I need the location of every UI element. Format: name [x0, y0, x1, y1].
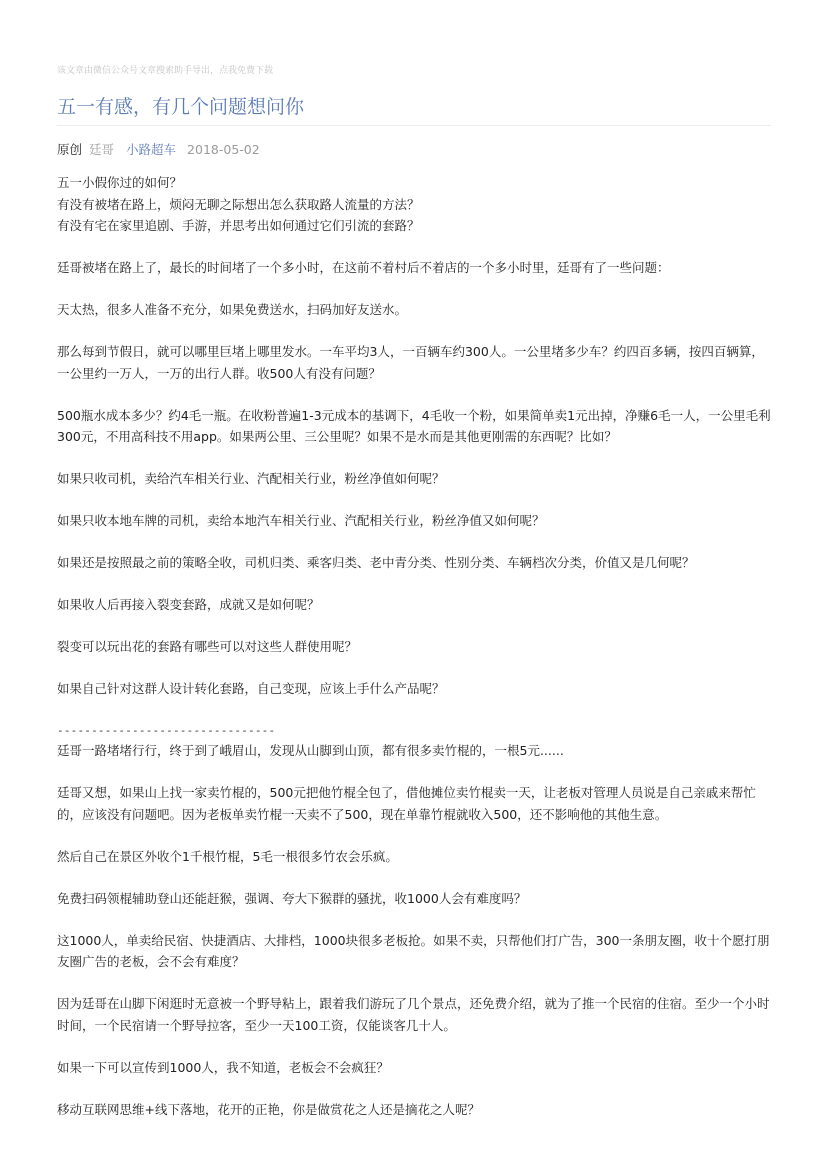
intro-paragraph	[57, 172, 773, 237]
title-divider	[57, 125, 771, 126]
section-divider: --------------------------------	[57, 724, 276, 737]
paragraph: 天太热，很多人准备不充分，如果免费送水，扫码加好友送水。	[57, 302, 408, 317]
article-title: 五一有感，有几个问题想问你	[57, 96, 305, 118]
author-name: 廷哥	[89, 142, 115, 157]
original-tag: 原创	[57, 142, 83, 157]
paragraph: 然后自己在景区外收个1千根竹棍，5毛一根很多竹农会乐疯。	[57, 848, 398, 864]
paragraph: 这1000人，单卖给民宿、快捷酒店、大排档，1000块很多老板抢。如果不卖，只帮他们打广告，300一条朋友圈，收十个愿打朋友圈广告的老板，会不会有难度？	[57, 932, 770, 969]
paragraph: 因为廷哥在山脚下闲逛时无意被一个野导粘上，跟着我们游玩了几个景点，还免费介绍，就为了推一个民宿的住宿。至少一个小时时间，一个民宿请一个野导拉客，至少一天100工资，仅能谈客几十人。	[57, 996, 770, 1033]
paragraph: 如果收人后再接入裂变套路，成就又是如何呢？	[57, 597, 320, 612]
paragraph: 如果只收司机，卖给汽车相关行业、汽配相关行业，粉丝净值如何呢？	[57, 471, 445, 486]
paragraph: 如果只收本地车牌的司机，卖给本地汽车相关行业、汽配相关行业，粉丝净值又如何呢？	[57, 513, 545, 528]
export-notice-link[interactable]: 该文章由微信公众号文章搜索助手导出，点我免费下载	[57, 66, 274, 76]
paragraph: 如果自己针对这群人设计转化套路，自己变现，应该上手什么产品呢？	[57, 681, 445, 696]
paragraph: 如果一下可以宣传到1000人，我不知道，老板会不会疯狂？	[57, 1059, 389, 1075]
account-link[interactable]: 小路超车	[126, 142, 177, 157]
intro-line: 有没有宅在家里追剧、手游，并思考出如何通过它们引流的套路？	[57, 218, 420, 233]
paragraph: 如果还是按照最之前的策略全收，司机归类、乘客归类、老中青分类、性别分类、车辆档次分类，价值又是几何呢？	[57, 555, 695, 570]
paragraph: 免费扫码领棍辅助登山还能赶猴，强调、夸大下猴群的骚扰，收1000人会有难度吗？	[57, 890, 527, 906]
paragraph: 廷哥一路堵堵行行，终于到了峨眉山，发现从山脚到山顶，都有很多卖竹棍的，一根5元......	[57, 743, 564, 758]
paragraph: 廷哥被堵在路上了，最长的时间堵了一个多小时，在这前不着村后不着店的一个多小时里，廷哥有了一些问题：	[57, 260, 670, 275]
intro-line: 五一小假你过的如何？	[57, 175, 183, 190]
paragraph: 裂变可以玩出花的套路有哪些可以对这些人群使用呢？	[57, 639, 358, 654]
paragraph: 移动互联网思维+线下落地，花开的正艳，你是做赏花之人还是摘花之人呢？	[57, 1101, 480, 1117]
paragraph: 廷哥又想，如果山上找一家卖竹棍的，500元把他竹棍全包了，借他摊位卖竹棍卖一天，让老板对管理人员说是自己亲戚来帮忙的，应该没有问题吧。因为老板单卖竹棍一天卖不了500，现在单靠竹棍就收入500，还不影响他的其他生意。	[57, 785, 756, 822]
article-content	[57, 172, 773, 1141]
paragraph: 500瓶水成本多少？约4毛一瓶。在收粉普遍1-3元成本的基调下，4毛收一个粉，如果简单卖1元出掉，净赚6毛一人，一公里毛利300元，不用高科技不用app。如果两公里、三公里呢？如果不是水而是其他更刚需的东西呢？比如？	[57, 407, 771, 444]
paragraph: 那么每到节假日，就可以哪里巨堵上哪里发水。一车平均3人，一百辆车约300人。一公里堵多少车？约四百多辆，按四百辆算，一公里约一万人，一万的出行人群。收500人有没有问题？	[57, 344, 764, 381]
intro-line: 有没有被堵在路上，烦闷无聊之际想出怎么获取路人流量的方法？	[57, 196, 420, 212]
publish-date: 2018-05-02	[187, 142, 260, 157]
article-meta	[57, 140, 260, 158]
